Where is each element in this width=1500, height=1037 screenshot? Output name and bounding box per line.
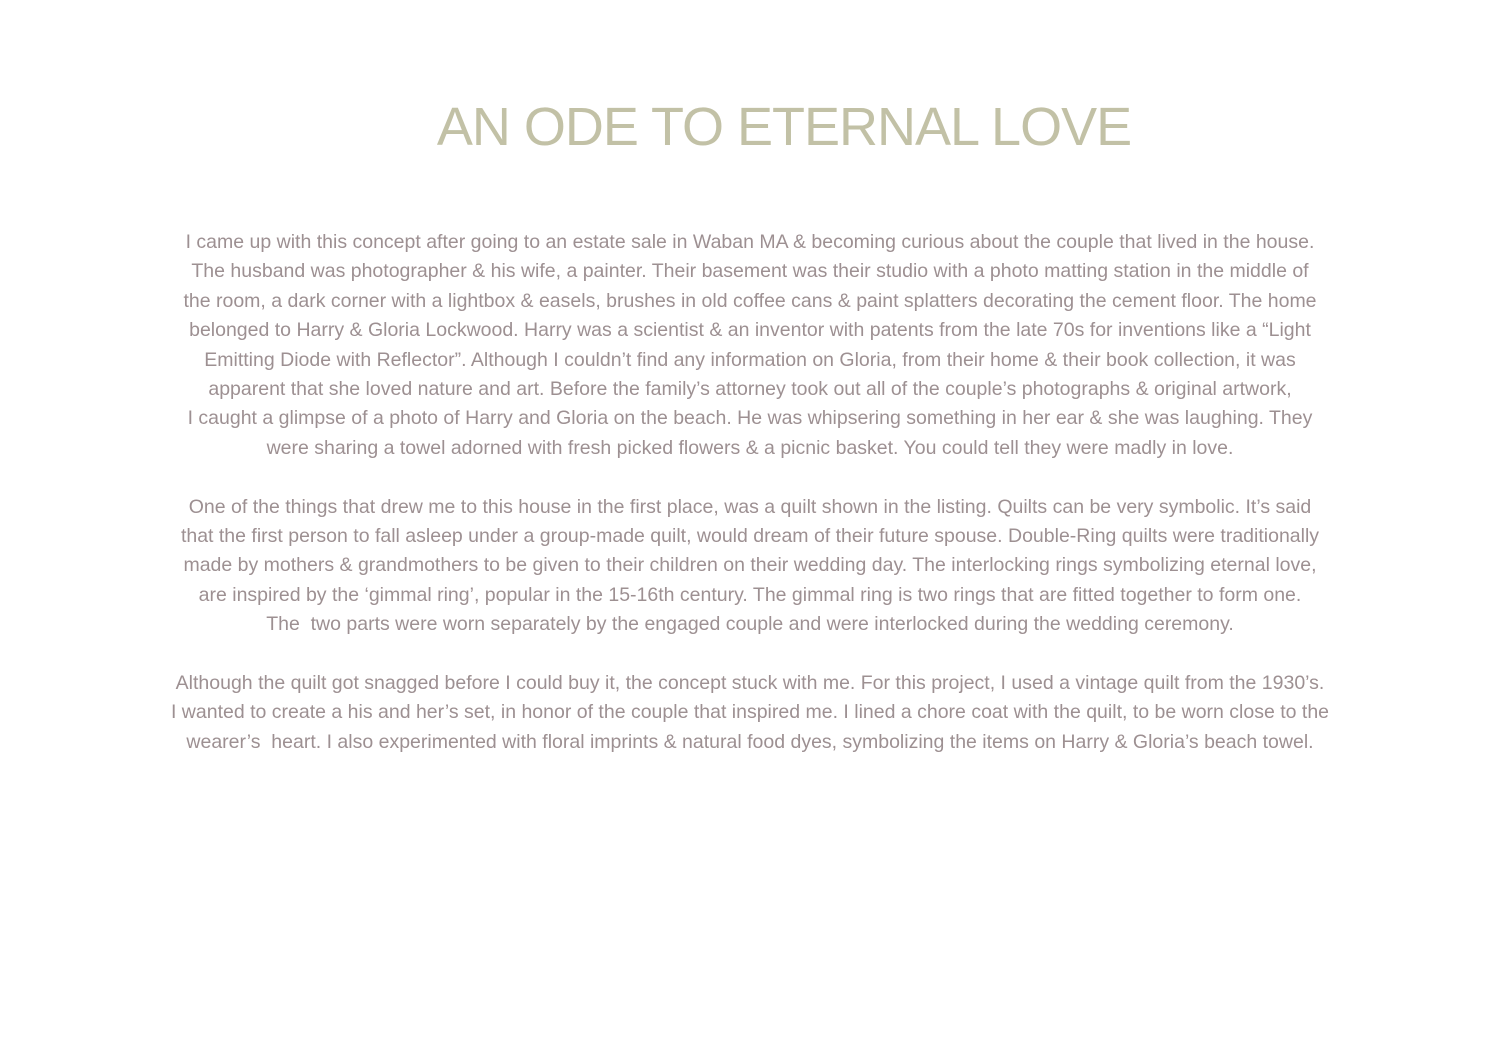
text-line: belonged to Harry & Gloria Lockwood. Harry was a scientist & an inventor with patents from the late 70s for inventions like a “Light: [189, 319, 1311, 342]
text-line: One of the things that drew me to this house in the first place, was a quilt shown in the listing. Quilts can be very symbolic. It’s said: [188, 495, 1312, 518]
text-line: are inspired by the ‘gimmal ring’, popular in the 15-16th century. The gimmal ring is two rings that are fitted together to form one.: [198, 583, 1302, 606]
text-line: were sharing a towel adorned with fresh picked flowers & a picnic basket. You could tell they were madly in love.: [266, 436, 1234, 459]
page-title: AN ODE TO ETERNAL LOVE: [436, 97, 1132, 157]
text-line: I wanted to create a his and her’s set, in honor of the couple that inspired me. I lined a chore coat with the quilt, to be worn close to the: [170, 701, 1330, 724]
text-line: the room, a dark corner with a lightbox & easels, brushes in old coffee cans & paint splatters decorating the cement floor. The home: [183, 289, 1317, 312]
body-text: [40, 228, 1460, 787]
paragraph-estate-sale: [40, 228, 1460, 463]
text-line: I came up with this concept after going to an estate sale in Waban MA & becoming curious about the couple that lived in the house.: [185, 231, 1315, 253]
text-line: wearer’s heart. I also experimented with floral imprints & natural food dyes, symbolizing the items on Harry & Gloria’s beach towel.: [186, 730, 1314, 753]
text-line: I caught a glimpse of a photo of Harry and Gloria on the beach. He was whipsering something in her ear & she was laughing. They: [187, 407, 1313, 430]
text-line: made by mothers & grandmothers to be given to their children on their wedding day. The interlocking rings symbolizing eternal love,: [183, 554, 1317, 577]
text-line: The two parts were worn separately by the engaged couple and were interlocked during the wedding ceremony.: [266, 613, 1234, 636]
paragraph-quilt-symbolism: [40, 493, 1460, 640]
text-line: The husband was photographer & his wife, a painter. Their basement was their studio with a photo matting station in the middle of: [191, 260, 1309, 283]
text-line: apparent that she loved nature and art. Before the family’s attorney took out all of the couple’s photographs & original artwork,: [208, 378, 1292, 401]
text-line: that the first person to fall asleep under a group-made quilt, would dream of their future spouse. Double-Ring quilts were traditionally: [180, 525, 1320, 548]
paragraph-project: [40, 669, 1460, 757]
text-line: Although the quilt got snagged before I could buy it, the concept stuck with me. For this project, I used a vintage quilt from the 1930’s.: [175, 672, 1325, 695]
text-line: Emitting Diode with Reflector”. Although I couldn’t find any information on Gloria, from their home & their book collection, it was: [204, 348, 1296, 371]
